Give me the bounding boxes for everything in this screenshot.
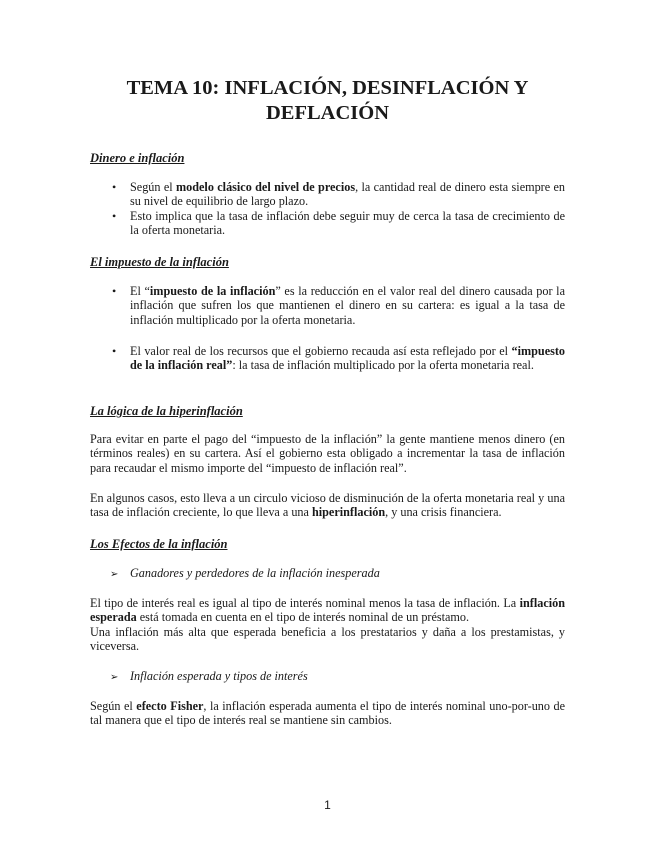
paragraph: Para evitar en parte el pago del “impuesto de la inflación” la gente mantiene menos dinero (en términos reales) en su cartera. Así el gobierno esta obligado a incrementar la tasa de inflación para recaudar el mismo importe del “impuesto de inflación real”. — [90, 432, 565, 475]
subheading: ➢ Inflación esperada y tipos de interés — [110, 669, 308, 683]
subheading: ➢ Ganadores y perdedores de la inflación inesperada — [110, 566, 380, 580]
list-item: • Según el modelo clásico del nivel de precios, la cantidad real de dinero esta siempre en su nivel de equilibrio de largo plazo. — [112, 180, 566, 209]
bullet-list-dinero — [90, 180, 565, 238]
paragraph: Según el efecto Fisher, la inflación esperada aumenta el tipo de interés nominal uno-por-uno de tal manera que el tipo de interés real se mantiene sin cambios. — [90, 699, 565, 728]
title-line-2: DEFLACIÓN — [265, 102, 389, 124]
section-heading-hiperinflacion: La lógica de la hiperinflación — [90, 404, 243, 418]
bullet-icon: • — [112, 208, 117, 223]
bullet-icon: • — [112, 344, 117, 358]
arrowhead-icon: ➢ — [110, 672, 119, 683]
list-item: • Esto implica que la tasa de inflación debe seguir muy de cerca la tasa de crecimiento de la oferta monetaria. — [112, 208, 565, 238]
section-heading-dinero: Dinero e inflación — [90, 151, 185, 165]
bullet-icon: • — [112, 284, 117, 298]
bullet-list-impuesto — [90, 284, 565, 327]
page-number: 1 — [324, 798, 331, 812]
arrowhead-icon: ➢ — [110, 569, 119, 580]
bullet-icon: • — [112, 180, 117, 194]
paragraph: El tipo de interés real es igual al tipo de interés nominal menos la tasa de inflación. La inflación esperada está tomada en cuenta en el tipo de interés nominal de un préstamo. Una inflación más alta que esperada beneficia a los prestatarios y daña a los prestamistas, y viceversa. — [90, 596, 565, 654]
section-heading-impuesto: El impuesto de la inflación — [90, 255, 229, 269]
list-item: • El “impuesto de la inflación” es la reducción en el valor real del dinero causada por la inflación que sufren los que mantienen el dinero en su cartera: es igual a la tasa de inflación multiplicado por la oferta monetaria. — [112, 284, 565, 327]
list-item: • El valor real de los recursos que el gobierno recauda así esta reflejado por el “impuesto de la inflación real”: la tasa de inflación multiplicado por la oferta monetaria real. — [112, 344, 565, 373]
title-line-1: TEMA 10: INFLACIÓN, DESINFLACIÓN Y — [126, 77, 529, 99]
paragraph: En algunos casos, esto lleva a un circulo vicioso de disminución de la oferta monetaria real y una tasa de inflación creciente, lo que lleva a una hiperinflación, y una crisis financiera. — [90, 491, 565, 520]
section-heading-efectos: Los Efectos de la inflación — [90, 537, 228, 551]
bullet-list-impuesto-2 — [90, 344, 565, 373]
page-title — [90, 76, 565, 126]
